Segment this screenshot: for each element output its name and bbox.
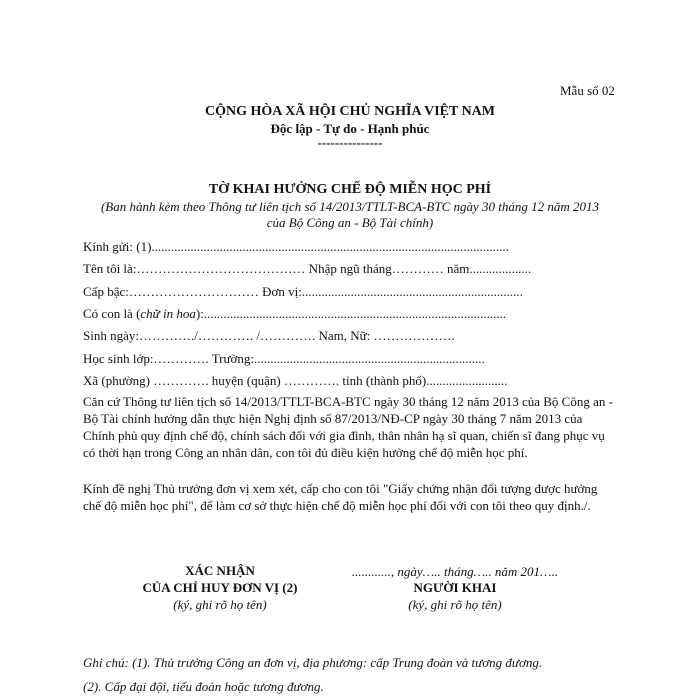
right-signature-title: NGƯỜI KHAI (413, 580, 497, 595)
field-co-con-la (83, 306, 506, 322)
nation-heading: CỘNG HÒA XÃ HỘI CHỦ NGHĨA VIỆT NAM (204, 104, 495, 119)
note-1: Ghi chú: (1). Thủ trưởng Công an đơn vị, địa phương: cấp Trung đoàn và tương đương. (83, 655, 543, 670)
form-number: Mẫu số 02 (560, 83, 615, 98)
field-xa-phuong: Xã (phường) …………. huyện (quận) …………. tỉnh (thành phố)......................... (83, 373, 508, 388)
note-2: (2). Cấp đại đội, tiểu đoàn hoặc tương đương. (83, 679, 324, 694)
field-hoc-sinh-lop: Học sinh lớp:…………. Trường:....................................................................... (83, 351, 485, 366)
form-title: TỜ KHAI HƯỞNG CHẾ ĐỘ MIỄN HỌC PHÍ (208, 182, 492, 197)
left-signature-title2: CỦA CHỈ HUY ĐƠN VỊ (2) (142, 580, 298, 595)
motto: Độc lập - Tự do - Hạnh phúc (270, 121, 430, 136)
paragraph-can-cu: Căn cứ Thông tư liên tịch số 14/2013/TTLT-BCA-BTC ngày 30 tháng 12 năm 2013 của Bộ Công an - Bộ Tài chính hướng dẫn thực hiện Nghị định số 87/2013/NĐ-CP ngày 30 tháng 7 năm 2013 của Chính phủ quy định chế độ, chính sách đối với gia đình, thân nhân hạ sĩ quan, chiến sĩ đang phục vụ có thời hạn trong Công an nhân dân, con tôi đủ điều kiện hưởng chế độ miễn học phí. (83, 394, 613, 460)
field-kinh-gui: Kính gửi: (1).............................................................................................................. (83, 239, 509, 254)
co-con-la-dots: ):............................................................................................. (195, 306, 507, 321)
paragraph-de-nghi: Kính đề nghị Thủ trưởng đơn vị xem xét, cấp cho con tôi "Giấy chứng nhận đối tượng được hưởng chế độ miễn học phí", để làm cơ sở thực hiện chế độ miễn học phí đối với con tôi theo quy định./. (83, 481, 598, 513)
co-con-la-hint: chữ in hoa (140, 306, 196, 321)
form-subtitle-line1: (Ban hành kèm theo Thông tư liên tịch số 14/2013/TTLT-BCA-BTC ngày 30 tháng 12 năm 2013 (100, 199, 600, 214)
field-cap-bac: Cấp bậc:………………………… Đơn vị:.................................................................... (83, 284, 523, 299)
form-subtitle-line2: của Bộ Công an - Bộ Tài chính) (266, 215, 434, 230)
right-signature-date: ............, ngày….. tháng….. năm 201….. (351, 564, 559, 579)
field-sinh-ngay: Sinh ngày:…………./…………. /…………. Nam, Nữ: ………………. (83, 328, 455, 343)
left-signature-note: (ký, ghi rõ họ tên) (173, 597, 267, 612)
left-signature-title1: XÁC NHẬN (185, 563, 255, 578)
field-ten-toi-la: Tên tôi là:………………………………… Nhập ngũ tháng………… năm................... (83, 261, 532, 276)
right-signature-note: (ký, ghi rõ họ tên) (408, 597, 502, 612)
motto-underline: --------------- (317, 135, 383, 150)
co-con-la-label: Có con là ( (83, 306, 141, 321)
